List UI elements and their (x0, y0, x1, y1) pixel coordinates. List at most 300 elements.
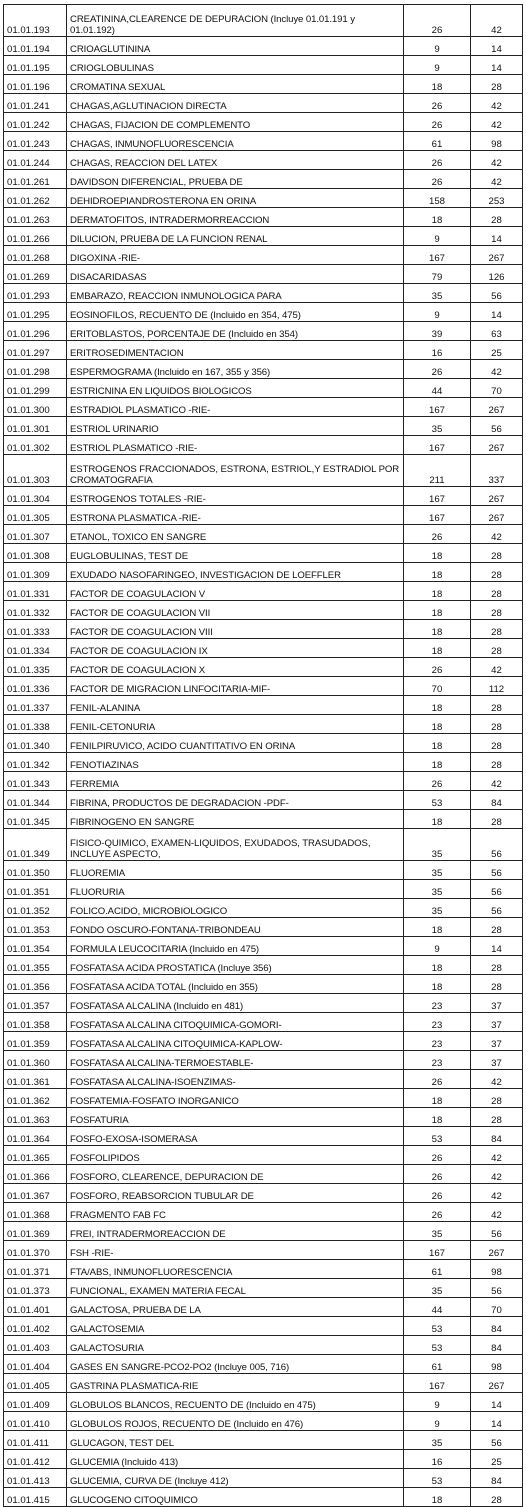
test-code-cell: 01.01.295 (4, 303, 67, 322)
price-value-2-cell: 14 (471, 937, 523, 956)
price-value-1-cell: 18 (404, 544, 471, 563)
test-code-cell: 01.01.354 (4, 937, 67, 956)
test-description-cell: FUNCIONAL, EXAMEN MATERIA FECAL (67, 1279, 404, 1298)
price-value-1-cell: 26 (404, 113, 471, 132)
test-description-cell: ESTRIOL URINARIO (67, 417, 404, 436)
test-code-cell: 01.01.357 (4, 994, 67, 1013)
test-code-cell: 01.01.342 (4, 753, 67, 772)
table-row (4, 658, 523, 677)
price-value-2-cell: 56 (471, 861, 523, 880)
price-value-1-cell: 35 (404, 1431, 471, 1450)
test-code-cell: 01.01.241 (4, 94, 67, 113)
test-code-cell: 01.01.242 (4, 113, 67, 132)
price-value-2-cell: 42 (471, 1070, 523, 1089)
test-description-cell: ETANOL, TOXICO EN SANGRE (67, 525, 404, 544)
price-value-1-cell: 167 (404, 398, 471, 417)
table-row (4, 734, 523, 753)
table-row (4, 1184, 523, 1203)
test-code-cell: 01.01.405 (4, 1374, 67, 1393)
table-row (4, 5, 523, 37)
table-row (4, 417, 523, 436)
test-code-cell: 01.01.371 (4, 1260, 67, 1279)
price-value-2-cell: 28 (471, 918, 523, 937)
table-row (4, 563, 523, 582)
price-value-2-cell: 56 (471, 1431, 523, 1450)
price-value-1-cell: 26 (404, 1184, 471, 1203)
test-code-cell: 01.01.409 (4, 1393, 67, 1412)
test-description-cell: GALACTOSURIA (67, 1336, 404, 1355)
price-value-1-cell: 26 (404, 1146, 471, 1165)
table-row (4, 1488, 523, 1507)
price-value-1-cell: 35 (404, 880, 471, 899)
test-description-cell: FOLICO.ACIDO, MICROBIOLOGICO (67, 899, 404, 918)
price-value-2-cell: 42 (471, 658, 523, 677)
price-value-1-cell: 167 (404, 487, 471, 506)
test-description-cell: FENIL-CETONURIA (67, 715, 404, 734)
test-description-cell: CROMATINA SEXUAL (67, 75, 404, 94)
price-value-1-cell: 18 (404, 582, 471, 601)
test-code-cell: 01.01.269 (4, 265, 67, 284)
table-row (4, 208, 523, 227)
test-description-cell: GLOBULOS BLANCOS, RECUENTO DE (Incluido en 475) (67, 1393, 404, 1412)
test-description-cell: FACTOR DE COAGULACION VIII (67, 620, 404, 639)
price-value-2-cell: 56 (471, 1279, 523, 1298)
price-value-2-cell: 70 (471, 379, 523, 398)
price-value-1-cell: 26 (404, 94, 471, 113)
price-value-1-cell: 18 (404, 1089, 471, 1108)
test-description-cell: FENOTIAZINAS (67, 753, 404, 772)
test-code-cell: 01.01.309 (4, 563, 67, 582)
price-value-1-cell: 61 (404, 132, 471, 151)
test-description-cell: FORMULA LEUCOCITARIA (Incluido en 475) (67, 937, 404, 956)
price-value-2-cell: 28 (471, 544, 523, 563)
table-row (4, 772, 523, 791)
test-description-cell: CHAGAS, FIJACION DE COMPLEMENTO (67, 113, 404, 132)
test-description-cell: GLUCOGENO CITOQUIMICO (67, 1488, 404, 1507)
test-description-cell: ESTRIOL PLASMATICO -RIE- (67, 436, 404, 455)
price-value-2-cell: 28 (471, 563, 523, 582)
price-value-2-cell: 28 (471, 1089, 523, 1108)
table-row (4, 1203, 523, 1222)
test-code-cell: 01.01.293 (4, 284, 67, 303)
test-description-cell: FOSFATURIA (67, 1108, 404, 1127)
test-description-cell: ESTRONA PLASMATICA -RIE- (67, 506, 404, 525)
price-value-2-cell: 14 (471, 37, 523, 56)
price-value-2-cell: 28 (471, 696, 523, 715)
price-value-2-cell: 28 (471, 975, 523, 994)
price-value-1-cell: 26 (404, 170, 471, 189)
test-code-cell: 01.01.360 (4, 1051, 67, 1070)
test-code-cell: 01.01.355 (4, 956, 67, 975)
table-row (4, 1051, 523, 1070)
test-code-cell: 01.01.305 (4, 506, 67, 525)
price-value-1-cell: 39 (404, 322, 471, 341)
test-description-cell: CRIOGLOBULINAS (67, 56, 404, 75)
price-value-2-cell: 56 (471, 829, 523, 861)
test-code-cell: 01.01.244 (4, 151, 67, 170)
test-description-cell: CHAGAS,AGLUTINACION DIRECTA (67, 94, 404, 113)
table-row (4, 1469, 523, 1488)
table-row (4, 246, 523, 265)
test-code-cell: 01.01.402 (4, 1317, 67, 1336)
price-value-2-cell: 25 (471, 1450, 523, 1469)
table-row (4, 791, 523, 810)
price-value-1-cell: 18 (404, 753, 471, 772)
price-value-2-cell: 56 (471, 417, 523, 436)
test-description-cell: FONDO OSCURO-FONTANA-TRIBONDEAU (67, 918, 404, 937)
test-code-cell: 01.01.344 (4, 791, 67, 810)
test-code-cell: 01.01.413 (4, 1469, 67, 1488)
price-value-2-cell: 42 (471, 94, 523, 113)
price-value-1-cell: 26 (404, 5, 471, 37)
test-code-cell: 01.01.332 (4, 601, 67, 620)
table-row (4, 322, 523, 341)
price-value-2-cell: 267 (471, 246, 523, 265)
price-value-1-cell: 26 (404, 151, 471, 170)
price-value-2-cell: 42 (471, 525, 523, 544)
test-code-cell: 01.01.338 (4, 715, 67, 734)
price-value-1-cell: 167 (404, 246, 471, 265)
table-row (4, 94, 523, 113)
price-value-2-cell: 42 (471, 772, 523, 791)
test-description-cell: FLUORURIA (67, 880, 404, 899)
test-code-cell: 01.01.352 (4, 899, 67, 918)
price-value-2-cell: 28 (471, 620, 523, 639)
test-code-cell: 01.01.367 (4, 1184, 67, 1203)
price-value-1-cell: 61 (404, 1355, 471, 1374)
price-value-2-cell: 337 (471, 455, 523, 487)
table-row (4, 1355, 523, 1374)
price-value-2-cell: 42 (471, 360, 523, 379)
test-description-cell: FOSFATASA ALCALINA CITOQUIMICA-KAPLOW- (67, 1032, 404, 1051)
table-row (4, 696, 523, 715)
test-code-cell: 01.01.301 (4, 417, 67, 436)
price-value-1-cell: 35 (404, 829, 471, 861)
price-value-2-cell: 42 (471, 1146, 523, 1165)
price-value-2-cell: 126 (471, 265, 523, 284)
test-code-cell: 01.01.308 (4, 544, 67, 563)
price-value-1-cell: 18 (404, 1108, 471, 1127)
table-row (4, 1298, 523, 1317)
test-description-cell: FOSFATASA ALCALINA (Incluido en 481) (67, 994, 404, 1013)
test-code-cell: 01.01.297 (4, 341, 67, 360)
price-value-2-cell: 28 (471, 639, 523, 658)
test-code-cell: 01.01.263 (4, 208, 67, 227)
price-value-2-cell: 42 (471, 1184, 523, 1203)
test-code-cell: 01.01.412 (4, 1450, 67, 1469)
price-value-1-cell: 18 (404, 975, 471, 994)
price-value-2-cell: 56 (471, 880, 523, 899)
test-description-cell: FIBRINOGENO EN SANGRE (67, 810, 404, 829)
table-row (4, 1032, 523, 1051)
test-description-cell: CHAGAS, REACCION DEL LATEX (67, 151, 404, 170)
table-row (4, 455, 523, 487)
table-row (4, 1108, 523, 1127)
test-code-cell: 01.01.404 (4, 1355, 67, 1374)
table-row (4, 1450, 523, 1469)
test-code-cell: 01.01.356 (4, 975, 67, 994)
test-description-cell: FOSFATASA ALCALINA-TERMOESTABLE- (67, 1051, 404, 1070)
price-value-2-cell: 14 (471, 303, 523, 322)
price-value-2-cell: 267 (471, 487, 523, 506)
test-description-cell: FERREMIA (67, 772, 404, 791)
test-description-cell: FACTOR DE COAGULACION VII (67, 601, 404, 620)
price-value-2-cell: 37 (471, 1051, 523, 1070)
price-value-1-cell: 9 (404, 227, 471, 246)
price-value-1-cell: 53 (404, 1469, 471, 1488)
price-value-1-cell: 167 (404, 436, 471, 455)
test-code-cell: 01.01.362 (4, 1089, 67, 1108)
table-row (4, 1336, 523, 1355)
test-code-cell: 01.01.334 (4, 639, 67, 658)
price-value-1-cell: 53 (404, 1336, 471, 1355)
table-row (4, 829, 523, 861)
test-code-cell: 01.01.366 (4, 1165, 67, 1184)
test-description-cell: FENIL-ALANINA (67, 696, 404, 715)
test-code-cell: 01.01.415 (4, 1488, 67, 1507)
test-code-cell: 01.01.194 (4, 37, 67, 56)
table-row (4, 582, 523, 601)
table-row (4, 75, 523, 94)
price-value-1-cell: 26 (404, 772, 471, 791)
price-value-2-cell: 42 (471, 113, 523, 132)
test-description-cell: FLUOREMIA (67, 861, 404, 880)
test-description-cell: FACTOR DE COAGULACION V (67, 582, 404, 601)
table-row (4, 880, 523, 899)
price-value-1-cell: 35 (404, 1279, 471, 1298)
price-value-2-cell: 98 (471, 1260, 523, 1279)
test-code-cell: 01.01.349 (4, 829, 67, 861)
price-value-1-cell: 70 (404, 677, 471, 696)
table-row (4, 677, 523, 696)
test-description-cell: FSH -RIE- (67, 1241, 404, 1260)
test-description-cell: ERITROSEDIMENTACION (67, 341, 404, 360)
test-description-cell: EXUDADO NASOFARINGEO, INVESTIGACION DE LOEFFLER (67, 563, 404, 582)
table-row (4, 899, 523, 918)
test-description-cell: FRAGMENTO FAB FC (67, 1203, 404, 1222)
price-value-2-cell: 267 (471, 1374, 523, 1393)
test-description-cell: DILUCION, PRUEBA DE LA FUNCION RENAL (67, 227, 404, 246)
test-description-cell: FOSFATEMIA-FOSFATO INORGANICO (67, 1089, 404, 1108)
test-code-cell: 01.01.340 (4, 734, 67, 753)
test-code-cell: 01.01.358 (4, 1013, 67, 1032)
price-value-1-cell: 18 (404, 208, 471, 227)
test-description-cell: ESTROGENOS TOTALES -RIE- (67, 487, 404, 506)
price-value-2-cell: 28 (471, 1108, 523, 1127)
test-code-cell: 01.01.304 (4, 487, 67, 506)
table-row (4, 753, 523, 772)
price-value-2-cell: 42 (471, 1165, 523, 1184)
price-value-2-cell: 84 (471, 1336, 523, 1355)
test-description-cell: GLUCAGON, TEST DEL (67, 1431, 404, 1450)
price-value-2-cell: 14 (471, 1412, 523, 1431)
price-value-1-cell: 18 (404, 75, 471, 94)
price-value-1-cell: 44 (404, 379, 471, 398)
test-description-cell: GLUCEMIA, CURVA DE (Incluye 412) (67, 1469, 404, 1488)
price-value-2-cell: 42 (471, 151, 523, 170)
price-value-2-cell: 25 (471, 341, 523, 360)
test-description-cell: FACTOR DE COAGULACION X (67, 658, 404, 677)
price-value-1-cell: 9 (404, 937, 471, 956)
table-row (4, 1431, 523, 1450)
price-value-2-cell: 84 (471, 791, 523, 810)
table-row (4, 151, 523, 170)
table-row (4, 1393, 523, 1412)
table-row (4, 1260, 523, 1279)
table-row (4, 956, 523, 975)
test-description-cell: GASTRINA PLASMATICA-RIE (67, 1374, 404, 1393)
table-row (4, 975, 523, 994)
price-value-1-cell: 16 (404, 341, 471, 360)
price-value-2-cell: 267 (471, 398, 523, 417)
test-description-cell: FOSFOLIPIDOS (67, 1146, 404, 1165)
table-row (4, 639, 523, 658)
test-code-cell: 01.01.363 (4, 1108, 67, 1127)
price-value-2-cell: 42 (471, 1203, 523, 1222)
price-value-2-cell: 98 (471, 1355, 523, 1374)
test-description-cell: GLOBULOS ROJOS, RECUENTO DE (Incluido en 476) (67, 1412, 404, 1431)
test-code-cell: 01.01.336 (4, 677, 67, 696)
test-description-cell: ESTROGENOS FRACCIONADOS, ESTRONA, ESTRIOL,Y ESTRADIOL POR CROMATOGRAFIA (67, 455, 404, 487)
lab-tests-price-table (3, 4, 523, 1507)
price-value-1-cell: 23 (404, 994, 471, 1013)
table-row (4, 810, 523, 829)
test-code-cell: 01.01.307 (4, 525, 67, 544)
test-code-cell: 01.01.365 (4, 1146, 67, 1165)
price-value-2-cell: 37 (471, 1032, 523, 1051)
price-value-1-cell: 23 (404, 1013, 471, 1032)
price-value-1-cell: 9 (404, 303, 471, 322)
price-value-2-cell: 14 (471, 227, 523, 246)
table-row (4, 601, 523, 620)
table-row (4, 360, 523, 379)
test-description-cell: CREATININA,CLEARENCE DE DEPURACION (Incluye 01.01.191 y 01.01.192) (67, 5, 404, 37)
price-value-2-cell: 84 (471, 1127, 523, 1146)
table-row (4, 1374, 523, 1393)
price-value-1-cell: 35 (404, 861, 471, 880)
price-value-2-cell: 112 (471, 677, 523, 696)
test-description-cell: EOSINOFILOS, RECUENTO DE (Incluido en 354, 475) (67, 303, 404, 322)
price-value-2-cell: 70 (471, 1298, 523, 1317)
table-row (4, 265, 523, 284)
price-value-1-cell: 35 (404, 899, 471, 918)
price-value-2-cell: 28 (471, 810, 523, 829)
test-code-cell: 01.01.345 (4, 810, 67, 829)
table-row (4, 525, 523, 544)
test-description-cell: DIGOXINA -RIE- (67, 246, 404, 265)
price-value-1-cell: 26 (404, 360, 471, 379)
price-value-2-cell: 28 (471, 956, 523, 975)
price-value-2-cell: 84 (471, 1469, 523, 1488)
price-value-2-cell: 56 (471, 284, 523, 303)
test-description-cell: FOSFATASA ALCALINA-ISOENZIMAS- (67, 1070, 404, 1089)
table-row (4, 379, 523, 398)
test-description-cell: ESTRADIOL PLASMATICO -RIE- (67, 398, 404, 417)
test-code-cell: 01.01.262 (4, 189, 67, 208)
test-description-cell: ESPERMOGRAMA (Incluido en 167, 355 y 356) (67, 360, 404, 379)
test-description-cell: FTA/ABS, INMUNOFLUORESCENCIA (67, 1260, 404, 1279)
test-description-cell: GALACTOSEMIA (67, 1317, 404, 1336)
test-code-cell: 01.01.296 (4, 322, 67, 341)
test-code-cell: 01.01.359 (4, 1032, 67, 1051)
price-value-1-cell: 23 (404, 1032, 471, 1051)
test-code-cell: 01.01.368 (4, 1203, 67, 1222)
test-description-cell: FOSFO-EXOSA-ISOMERASA (67, 1127, 404, 1146)
price-value-1-cell: 18 (404, 563, 471, 582)
test-code-cell: 01.01.343 (4, 772, 67, 791)
test-code-cell: 01.01.193 (4, 5, 67, 37)
price-value-1-cell: 18 (404, 601, 471, 620)
price-value-1-cell: 26 (404, 1165, 471, 1184)
price-value-1-cell: 23 (404, 1051, 471, 1070)
table-row (4, 1279, 523, 1298)
price-value-2-cell: 98 (471, 132, 523, 151)
test-description-cell: GASES EN SANGRE-PCO2-PO2 (Incluye 005, 716) (67, 1355, 404, 1374)
test-code-cell: 01.01.261 (4, 170, 67, 189)
test-description-cell: DERMATOFITOS, INTRADERMORREACCION (67, 208, 404, 227)
table-row (4, 487, 523, 506)
price-value-2-cell: 253 (471, 189, 523, 208)
price-value-2-cell: 37 (471, 1013, 523, 1032)
price-value-1-cell: 211 (404, 455, 471, 487)
price-value-1-cell: 26 (404, 658, 471, 677)
test-description-cell: FENILPIRUVICO, ACIDO CUANTITATIVO EN ORINA (67, 734, 404, 753)
price-value-1-cell: 18 (404, 715, 471, 734)
price-value-2-cell: 28 (471, 734, 523, 753)
table-row (4, 715, 523, 734)
test-code-cell: 01.01.403 (4, 1336, 67, 1355)
price-value-1-cell: 35 (404, 284, 471, 303)
test-code-cell: 01.01.369 (4, 1222, 67, 1241)
price-value-2-cell: 63 (471, 322, 523, 341)
price-value-2-cell: 267 (471, 1241, 523, 1260)
test-code-cell: 01.01.303 (4, 455, 67, 487)
test-code-cell: 01.01.335 (4, 658, 67, 677)
table-row (4, 37, 523, 56)
price-value-1-cell: 53 (404, 1317, 471, 1336)
price-value-2-cell: 84 (471, 1317, 523, 1336)
test-code-cell: 01.01.350 (4, 861, 67, 880)
test-description-cell: GALACTOSA, PRUEBA DE LA (67, 1298, 404, 1317)
test-description-cell: GLUCEMIA (Incluido 413) (67, 1450, 404, 1469)
test-description-cell: FOSFATASA ACIDA TOTAL (Incluido en 355) (67, 975, 404, 994)
price-value-1-cell: 18 (404, 1488, 471, 1507)
price-value-1-cell: 61 (404, 1260, 471, 1279)
price-value-1-cell: 44 (404, 1298, 471, 1317)
table-row (4, 861, 523, 880)
test-description-cell: DEHIDROEPIANDROSTERONA EN ORINA (67, 189, 404, 208)
price-value-1-cell: 18 (404, 639, 471, 658)
test-code-cell: 01.01.300 (4, 398, 67, 417)
test-code-cell: 01.01.266 (4, 227, 67, 246)
test-description-cell: FOSFORO, REABSORCION TUBULAR DE (67, 1184, 404, 1203)
price-value-2-cell: 42 (471, 170, 523, 189)
table-row (4, 170, 523, 189)
table-row (4, 1089, 523, 1108)
price-value-2-cell: 28 (471, 75, 523, 94)
test-code-cell: 01.01.401 (4, 1298, 67, 1317)
table-row (4, 303, 523, 322)
test-code-cell: 01.01.298 (4, 360, 67, 379)
price-value-1-cell: 9 (404, 1412, 471, 1431)
price-value-1-cell: 167 (404, 506, 471, 525)
table-row (4, 56, 523, 75)
test-code-cell: 01.01.268 (4, 246, 67, 265)
test-description-cell: DISACARIDASAS (67, 265, 404, 284)
price-value-1-cell: 9 (404, 1393, 471, 1412)
test-description-cell: FREI, INTRADERMOREACCION DE (67, 1222, 404, 1241)
price-value-2-cell: 14 (471, 1393, 523, 1412)
